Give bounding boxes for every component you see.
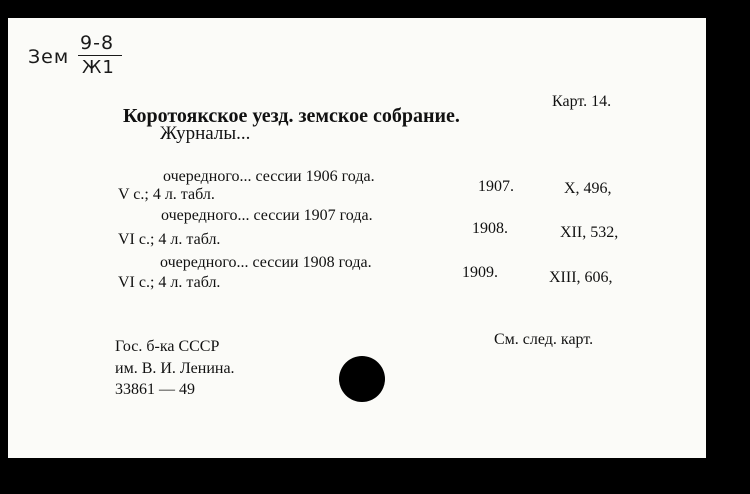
library-name: Гос. б-ка СССР [115, 338, 220, 355]
card-title: Коротоякское уезд. земское собрание. [123, 105, 460, 127]
entry-year: 1907. [478, 178, 514, 195]
entry-year: 1909. [462, 264, 498, 281]
entry-year: 1908. [472, 220, 508, 237]
entry-reference: X, 496, [564, 180, 612, 197]
punch-hole [339, 356, 385, 402]
shelf-mark-denominator: Ж1 [82, 57, 115, 78]
see-next-card: См. след. карт. [494, 331, 594, 348]
entry-description: V с.; 4 л. табл. [118, 186, 215, 203]
shelf-mark-prefix: Зем [28, 46, 70, 68]
entry-description: VI с.; 4 л. табл. [118, 274, 221, 291]
library-inventory-number: 33861 — 49 [115, 381, 195, 398]
card-subtitle: Журналы... [160, 123, 251, 144]
entry-description: VI с.; 4 л. табл. [118, 231, 221, 248]
entry-title: очередного... сессии 1907 года. [161, 207, 373, 224]
entry-reference: XII, 532, [560, 224, 619, 241]
catalog-card [8, 18, 706, 458]
entry-reference: XIII, 606, [549, 269, 613, 286]
shelf-mark-fraction-line [78, 55, 122, 56]
library-name: им. В. И. Ленина. [115, 360, 235, 377]
shelf-mark-numerator: 9-8 [80, 32, 115, 54]
card-number: Карт. 14. [552, 93, 612, 110]
entry-title: очередного... сессии 1908 года. [160, 254, 372, 271]
entry-title: очередного... сессии 1906 года. [163, 168, 375, 185]
